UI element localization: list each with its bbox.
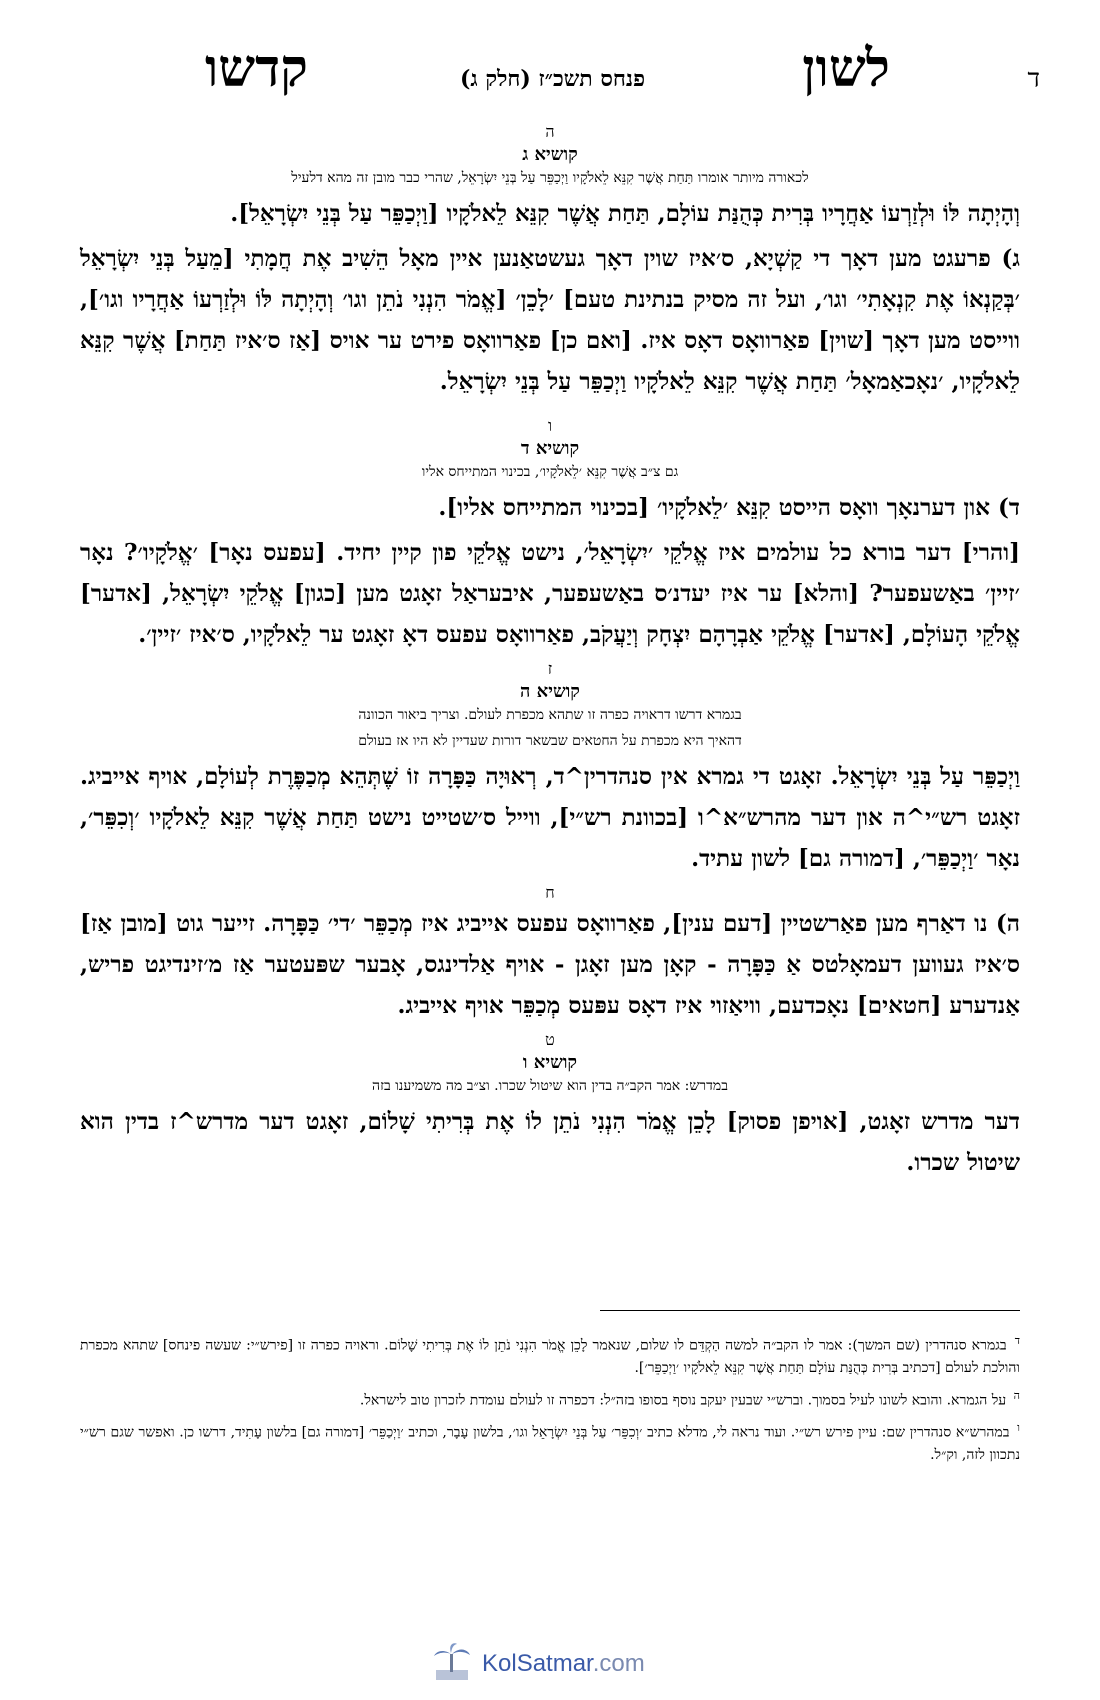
section-letter: ה	[545, 122, 555, 141]
section-letter: ח	[545, 883, 555, 902]
paragraph: דער מדרש זאָגט, [אויפן פסוק] לָכֵן אֱמֹר הִנְנִי נֹתֵן לוֹ אֶת בְּרִיתִי שָׁלוֹם, זאָגט דער מדרש^ז בדין הוא שיטול שכרו.	[80, 1108, 1020, 1176]
paragraph: ד) און דערנאָך וואָס הייסט קִנֵּא ׳לֵאלֹקָיו׳ [בכינוי המתייחס אליו].	[438, 494, 1020, 521]
footnote-mark: ה	[1013, 1388, 1020, 1402]
book-title-lashon: לשון	[802, 38, 890, 99]
main-text	[80, 120, 1020, 1187]
paragraph: וַיְכַפֵּר עַל בְּנֵי יִשְׂרָאֵל. זאָגט די גמרא אין סנהדרין^ד, רְאוּיָה כַּפָּרָה זוֹ שֶׁתְּהֵא מְכַפֶּרֶת לְעוֹלָם, אויף אייביג. זאָגט רש״י^ה און דער מהרש״א^ו [בכוונת רש״י], ווייל ס׳שטייט נישט תַּחַת אֲשֶׁר קִנֵּא לֵאלֹקָיו ׳וְכִפֵּר׳, נאָר ׳וַיְכַפֵּר׳, [דמורה גם] לשון עתיד.	[80, 763, 1020, 872]
section-letter: ז	[547, 659, 553, 678]
footnote-text: בגמרא סנהדרין (שם המשך): אמר לו הקב״ה למשה הַקְדֵּם לו שלום, שנאמר לָכֵן אֱמֹר הִנְנִי נֹתֵן לוֹ אֶת בְּרִיתִי שָׁלוֹם. וראויה כפרה זו [פירש״י: שעשה פינחס] שתהא מכפרת והולכת לעולם [דכתיב בְּרִית כְּהֻנַּת עוֹלָם תַּחַת אֲשֶׁר קִנֵּא לֵאלֹקָיו ׳וַיְכַפֵּר׳].	[80, 1337, 1020, 1376]
section-kushya-5	[80, 659, 1020, 879]
book-title-kodsho: קדשו	[205, 38, 308, 99]
paragraph: וְהָיְתָה לּוֹ וּלְזַרְעוֹ אַחֲרָיו בְּרִית כְּהֻנַּת עוֹלָם, תַּחַת אֲשֶׁר קִנֵּא לֵאלֹקָיו [וַיְכַפֵּר עַל בְּנֵי יִשְׂרָאֵל].	[230, 200, 1020, 227]
watermark-text: KolSatmar.com	[482, 1650, 645, 1677]
footnote	[80, 1417, 1020, 1466]
section-note: לכאורה מיותר אומרו תַּחַת אֲשֶׁר קִנֵּא לֵאלֹקָיו וַיְכַפֵּר עַל בְּנֵי יִשְׂרָאֵל, שהרי כבר מובן זה מהא דלעיל	[291, 170, 809, 186]
footnote	[80, 1330, 1020, 1379]
section-note-2: דהאיך היא מכפרת על החטאים שבשאר דורות שעדיין לא היו אז בעולם	[358, 733, 742, 749]
section-title: קושיא ה	[520, 681, 580, 702]
section-kushya-6	[80, 1030, 1020, 1183]
footnote-mark: ד	[1014, 1334, 1021, 1347]
footnote-mark: ו	[1017, 1421, 1020, 1435]
footnote	[80, 1385, 1020, 1412]
section-kushya-4	[80, 416, 1020, 655]
section-note: גם צ״ב אֲשֶׁר קִנֵּא ׳לֵאלֹקָיו׳, בכינוי המתייחס אליו	[421, 464, 679, 480]
footnotes	[80, 1330, 1020, 1472]
footnote-divider	[600, 1310, 1020, 1311]
section-title: קושיא ו	[522, 1052, 578, 1073]
section-title: קושיא ד	[520, 438, 580, 459]
kolsatmar-watermark	[430, 1640, 650, 1690]
section-letter: ו	[547, 416, 553, 435]
section-kushya-3	[80, 122, 1020, 402]
section-note: במדרש: אמר הקב״ה בדין הוא שיטול שכרו. וצ״ב מה משמיענו בזה	[372, 1078, 728, 1094]
paragraph: ה) נו דאַרף מען פאַרשטיין [דעם ענין], פאַרוואָס עפעס אייביג איז מְכַפֵּר ׳די׳ כַּפָּרָה. זייער גוט [מובן אַז] ס׳איז געווען דעמאָלטס אַ כַּפָּרָה - קאָן מען זאָגן - אויף אַלדינגס, אָבער שפּעטער אַז מ׳זינדיגט פריש, אַנדערע [חטאים] נאָכדעם, וויאַזוי איז דאָס עפּעס מְכַפֵּר אויף אייביג.	[80, 910, 1020, 1019]
section-title: קושיא ג	[522, 144, 578, 165]
section-letter: ט	[545, 1030, 555, 1049]
page-header	[60, 38, 1040, 118]
parsha-subtitle: פנחס תשכ״ז (חלק ג)	[460, 66, 646, 92]
page-number: ד	[1027, 64, 1040, 94]
footnote-text: במהרש״א סנהדרין שם: עיין פירש רש״י. ועוד נראה לי, מדלא כתיב ׳וְכִפֵּר׳ עַל בְּנֵי יִשְׂרָאֵל וגו׳, בלשון עָבָר, וכתיב ׳וַיְכַפֵּר׳ [דמורה גם] בלשון עָתִיד, דרשו כן. ואפשר שגם רש״י נתכוון לזה, וק״ל.	[80, 1424, 1020, 1463]
section-8	[80, 883, 1020, 1026]
section-note: בגמרא דרשו דראויה כפרה זו שתהא מכפרת לעולם. וצריך ביאור הכוונה	[358, 707, 742, 723]
paragraph: ג) פרעגט מען דאָך די קַשְׁיָא, ס׳איז שוין דאָך געשטאַנען איין מאָל הֵשִׁיב אֶת חֲמָתִי [מֵעַל בְּנֵי יִשְׂרָאֵל ׳בְּקַנְאוֹ אֶת קִנְאָתִי׳ וגו׳, ועל זה מסיק בנתינת טעם] ׳לָכֵן׳ [אֱמֹר הִנְנִי נֹתֵן וגו׳ וְהָיְתָה לּוֹ וּלְזַרְעוֹ אַחֲרָיו וגו׳], ווייסט מען דאָך [שוין] פאַרוואָס דאָס איז. [ואם כן] פאַרוואָס פירט ער אויס [אַז ס׳איז תַּחַת] אֲשֶׁר קִנֵּא לֵאלֹקָיו, ׳נאָכאַמאָל׳ תַּחַת אֲשֶׁר קִנֵּא לֵאלֹקָיו וַיְכַפֵּר עַל בְּנֵי יִשְׂרָאֵל.	[80, 245, 1020, 395]
footnote-text: על הגמרא. והובא לשונו לעיל בסמוך. וברש״י שבעין יעקב נוסף בסופו בזה״ל: דכפרה זו לעולם עומדת לזכרון טוב לישראל.	[359, 1392, 1007, 1409]
paragraph: [והרי] דער בורא כל עולמים איז אֱלֹקֵי ׳יִשְׂרָאֵל׳, נישט אֱלֹקֵי פון קיין יחיד. [עפעס נאָר] ׳אֱלֹקָיו׳? נאָר ׳זיין׳ באַשעפער? [והלא] ער איז יעדנ׳ס באַשעפער, איבעראַל זאָגט מען [כגון] אֱלֹקֵי יִשְׂרָאֵל, [אדער] אֱלֹקֵי הָעוֹלָם, [אדער] אֱלֹקֵי אַבְרָהָם יִצְחָק וְיַעֲקֹב, פאַרוואָס עפעס דאָ זאָגט ער לֵאלֹקָיו, ס׳איז ׳זיין׳.	[80, 539, 1020, 648]
palm-tree-logo-icon	[430, 1640, 474, 1684]
